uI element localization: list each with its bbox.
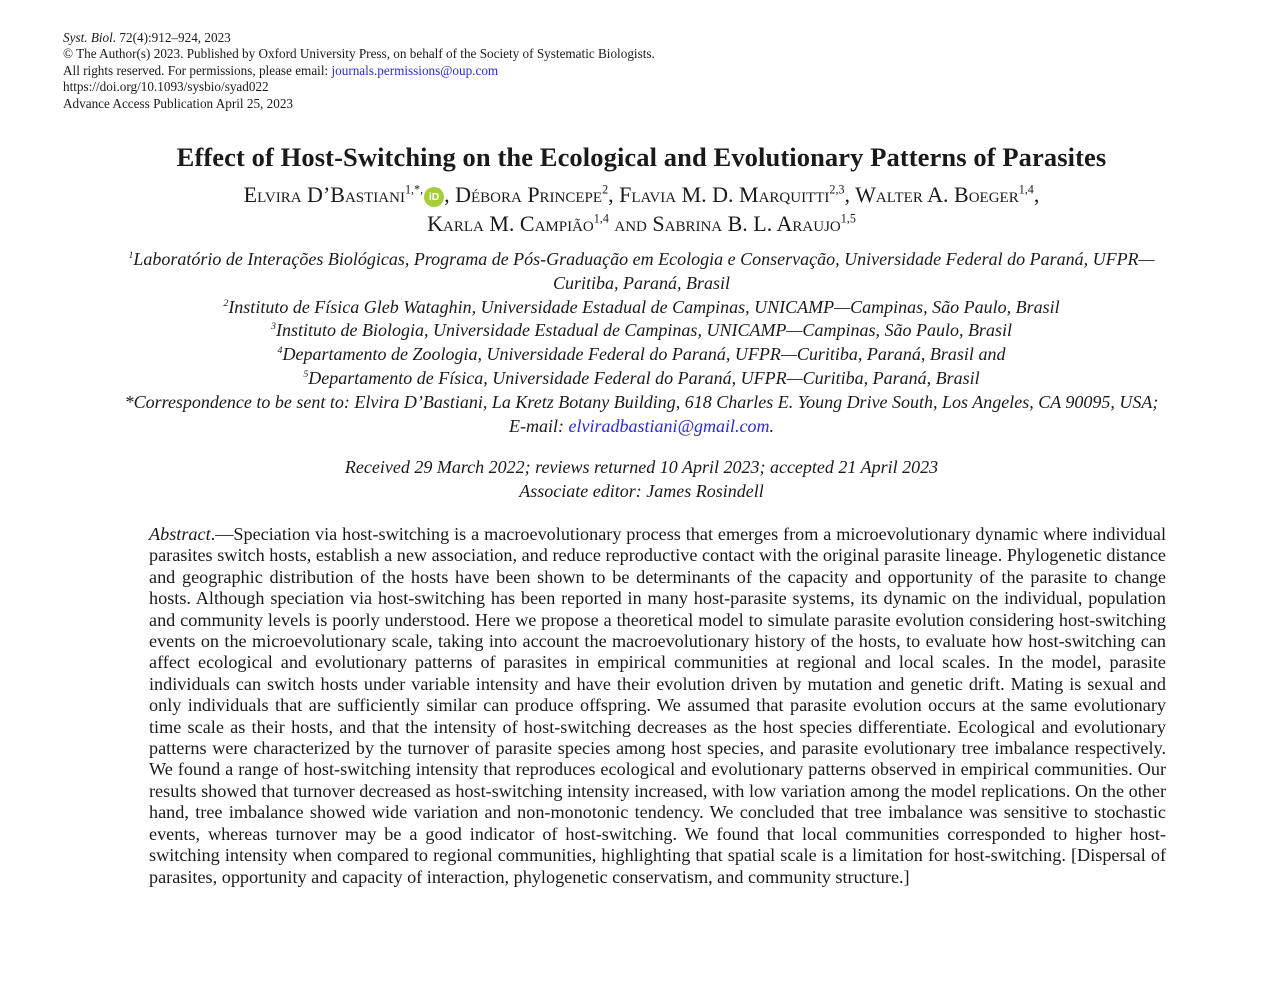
separator: , (444, 182, 456, 207)
citation-line (63, 30, 655, 46)
email-period: . (769, 415, 775, 436)
affiliation-5 (0, 367, 1283, 391)
author-affiliation-sup: 1,4 (593, 211, 609, 226)
copyright-line: © The Author(s) 2023. Published by Oxford University Press, on behalf of the Society of Systematic Biologists. (63, 46, 655, 62)
author-affiliation-sup: 1,*, (404, 182, 424, 197)
journal-name: Syst. Biol. (63, 30, 117, 45)
affiliation-text: Departamento de Física, Universidade Federal do Paraná, UFPR—Curitiba, Paraná, Brasil (308, 367, 980, 388)
affiliation-text: Instituto de Física Gleb Wataghin, Universidade Estadual de Campinas, UNICAMP—Campinas, São Paulo, Brasil (228, 296, 1060, 317)
affiliation-1-cont: Curitiba, Paraná, Brasil (552, 272, 731, 293)
rights-line (63, 63, 655, 79)
permissions-email-link[interactable]: journals.permissions@oup.com (331, 62, 499, 78)
author-line-1 (0, 180, 1283, 209)
author-line-2 (0, 209, 1283, 238)
author-list (0, 180, 1283, 238)
author-affiliation-sup: 2 (602, 182, 609, 197)
associate-editor: Associate editor: James Rosindell (519, 481, 764, 501)
affiliation-number: 5 (303, 368, 309, 380)
author-name: Karla M. Campião (427, 211, 594, 236)
email-label: E-mail: (508, 415, 569, 436)
author-name: Walter A. Boeger (855, 182, 1019, 207)
author-affiliation-sup: 2,3 (829, 182, 845, 197)
affiliation-number: 4 (277, 345, 283, 357)
author-name: Flavia M. D. Marquitti (619, 182, 830, 207)
affiliation-text: Departamento de Zoologia, Universidade Federal do Paraná, UFPR—Curitiba, Paraná, Brasil and (282, 344, 1006, 365)
affiliation-text: Instituto de Biologia, Universidade Estadual de Campinas, UNICAMP—Campinas, São Paulo, Brasil (275, 320, 1012, 341)
author-name: Sabrina B. L. Araujo (652, 211, 841, 236)
abstract (149, 524, 1166, 888)
separator: , (608, 182, 620, 207)
author-conjunction: and (608, 211, 653, 236)
author-affiliation-sup: 1,4 (1018, 182, 1034, 197)
correspondence-email-link[interactable]: elviradbastiani@gmail.com (568, 415, 770, 436)
affiliation-2 (0, 296, 1283, 320)
affiliation-number: 1 (128, 250, 134, 261)
advance-access-line: Advance Access Publication April 25, 2023 (63, 95, 294, 111)
citation: 72(4):912–924, 2023 (116, 30, 231, 45)
doi-line: https://doi.org/10.1093/sysbio/syad022 (63, 79, 269, 95)
rights-text: All rights reserved. For permissions, please email: (63, 62, 332, 78)
article-title: Effect of Host-Switching on the Ecological and Evolutionary Patterns of Parasites (176, 142, 1107, 172)
abstract-label: Abstract (149, 524, 211, 544)
received-dates: Received 29 March 2022; reviews returned 10 April 2023; accepted 21 April 2023 (344, 457, 939, 477)
affiliation-number: 2 (223, 297, 229, 309)
correspondence-email-line (0, 415, 1283, 439)
abstract-text: .—Speciation via host-switching is a macroevolutionary process that emerges from a microevolutionary dynamic where individual parasites switch hosts, establish a new association, and reduce reproductive contact with the original parasite lineage. Phylogenetic distance and geographic distribution of the hosts have been shown to be determinants of the capacity and opportunity of the parasite to change hosts. Although speciation via host-switching has been reported in many host-parasite systems, its dynamic on the individual, population and community levels is poorly understood. Here we propose a theoretical model to simulate parasite evolution considering host-switching events on the microevolutionary scale, taking into account the macroevolutionary history of the hosts, to evaluate how host-switching can affect ecological and evolutionary patterns of parasites in empirical communities at regional and local scales. In the model, parasite individuals can switch hosts under variable intensity and have their evolution driven by mutation and genetic drift. Mating is sexual and only individuals that are sufficiently similar can produce offspring. We assumed that parasite evolution occurs at the same evolutionary time scale as their hosts, and that the intensity of host-switching decreases as the host species differentiate. Ecological and evolutionary patterns were characterized by the turnover of parasite species among host species, and parasite evolutionary tree imbalance respectively. We found a range of host-switching intensity that reproduces ecological and evolutionary patterns observed in empirical communities. Our results showed that turnover decreased as host-switching intensity increased, with low variation among the model replications. On the other hand, tree imbalance showed wide variation and non-monotonic tendency. We concluded that tree imbalance was sensitive to stochastic events, whereas turnover may be a good indicator of host-switching. We found that local communities corresponded to higher host-switching intensity when compared to regional communities, highlighting that spatial scale is a limitation for host-switching. [Dispersal of parasites, opportunity and capacity of interaction, phylogenetic conservatism, and community structure.] (149, 524, 1166, 887)
affiliation-3 (0, 319, 1283, 343)
correspondence: *Correspondence to be sent to: Elvira D’Bastiani, La Kretz Botany Building, 618 Charles E. Young Drive South, Los Angeles, CA 90095, USA; (124, 391, 1159, 412)
author-name: Débora Princepe (455, 182, 603, 207)
affiliation-1 (0, 248, 1283, 272)
orcid-icon[interactable]: iD (424, 187, 444, 207)
affiliation-4 (0, 343, 1283, 367)
author-name: Elvira D’Bastiani (243, 182, 405, 207)
affiliations (0, 248, 1283, 438)
separator: , (1033, 182, 1040, 207)
article-history (0, 455, 1283, 503)
separator: , (844, 182, 856, 207)
author-affiliation-sup: 1,5 (840, 211, 856, 226)
affiliation-number: 3 (271, 321, 276, 333)
journal-metadata (63, 30, 655, 112)
affiliation-text: Laboratório de Interações Biológicas, Programa de Pós-Graduação em Ecologia e Conservação, Universidade Federal do Paraná, UFPR— (133, 249, 1155, 269)
